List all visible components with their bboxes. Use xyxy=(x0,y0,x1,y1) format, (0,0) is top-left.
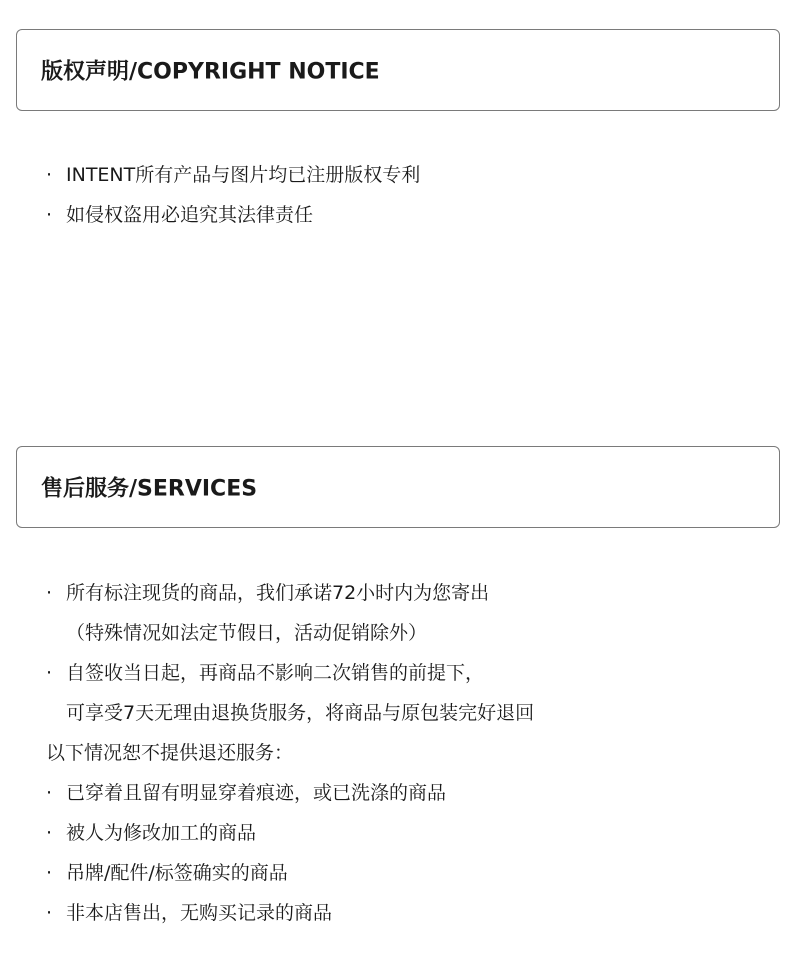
bullet-icon: · xyxy=(46,164,53,186)
services-list xyxy=(46,573,780,933)
bullet-icon: · xyxy=(46,862,53,884)
list-item: · 所有标注现货的商品，我们承诺72小时内为您寄出 xyxy=(46,573,780,613)
bullet-icon: · xyxy=(46,204,53,226)
list-item: · 非本店售出，无购买记录的商品 xyxy=(46,893,780,933)
bullet-icon: · xyxy=(46,582,53,604)
bullet-icon: · xyxy=(46,902,53,924)
list-item: · 自签收当日起，再商品不影响二次销售的前提下， xyxy=(46,653,780,693)
bullet-icon: · xyxy=(46,662,53,684)
copyright-list xyxy=(46,155,780,235)
list-item: · INTENT所有产品与图片均已注册版权专利 xyxy=(46,155,780,195)
bullet-icon: · xyxy=(46,782,53,804)
copyright-title: 版权声明/COPYRIGHT NOTICE xyxy=(41,59,380,85)
services-header xyxy=(16,446,780,528)
copyright-header xyxy=(16,29,780,111)
bullet-icon: · xyxy=(46,822,53,844)
exclusions-heading: 以下情况恕不提供退还服务： xyxy=(46,742,294,764)
list-item: · 如侵权盗用必追究其法律责任 xyxy=(46,195,780,235)
list-item: · 被人为修改加工的商品 xyxy=(46,813,780,853)
list-item: · 吊牌/配件/标签确实的商品 xyxy=(46,853,780,893)
services-title: 售后服务/SERVICES xyxy=(41,476,258,502)
list-item-continuation: 可享受7天无理由退换货服务，将商品与原包装完好退回 xyxy=(66,702,535,724)
list-item: · 已穿着且留有明显穿着痕迹，或已洗涤的商品 xyxy=(46,773,780,813)
list-item-continuation: （特殊情况如法定节假日，活动促销除外） xyxy=(66,622,428,644)
